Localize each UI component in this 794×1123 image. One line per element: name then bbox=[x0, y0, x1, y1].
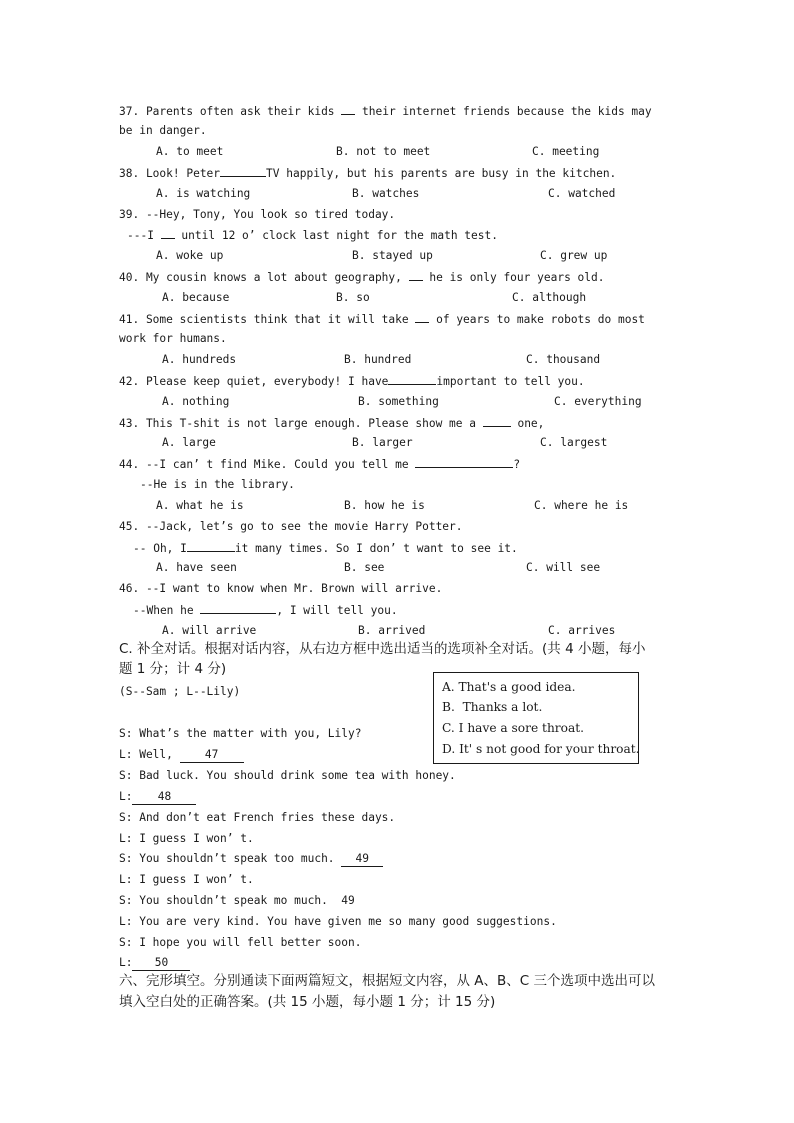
dialogue-line: S: I hope you will fell better soon. bbox=[119, 936, 362, 949]
q38-option-b: B. watches bbox=[352, 187, 420, 200]
q40-stem: 40. My cousin knows a lot about geography, he is only four years old. bbox=[119, 271, 605, 284]
q42-stem: 42. Please keep quiet, everybody! I have important to tell you. bbox=[119, 375, 585, 388]
q44-option-b: B. how he is bbox=[344, 499, 425, 512]
q45-option-a: A. have seen bbox=[156, 561, 237, 574]
dialogue-line: L: Well, 47 bbox=[119, 747, 244, 763]
dialogue-line: L: 50 bbox=[119, 955, 190, 971]
q44-reply: --He is in the library. bbox=[140, 478, 295, 491]
q38-stem: 38. Look! Peter TV happily, but his parents are busy in the kitchen. bbox=[119, 167, 617, 180]
q38-option-c: C. watched bbox=[548, 187, 616, 200]
q46-stem: 46. --I want to know when Mr. Brown will arrive. bbox=[119, 582, 443, 595]
blank-47: 47 bbox=[180, 747, 244, 763]
q39-option-a: A. woke up bbox=[156, 249, 224, 262]
q42-option-c: C. everything bbox=[554, 395, 642, 408]
box-option-b: B. Thanks a lot. bbox=[442, 700, 543, 714]
blank-49: 49 bbox=[341, 851, 383, 867]
q37-option-b: B. not to meet bbox=[336, 145, 431, 158]
q40-option-b: B. so bbox=[336, 291, 370, 304]
q37-stem: 37. Parents often ask their kids their internet friends because the kids may bbox=[119, 105, 652, 118]
answer-blank bbox=[409, 269, 423, 281]
blank-48: 48 bbox=[132, 789, 196, 805]
q46-option-b: B. arrived bbox=[358, 624, 426, 637]
options-box bbox=[433, 672, 639, 764]
dialogue-line: S: And don’t eat French fries these days. bbox=[119, 811, 396, 824]
answer-blank bbox=[415, 311, 429, 323]
q45-option-b: B. see bbox=[344, 561, 385, 574]
dialogue-line: S: You shouldn’t speak too much. 49 bbox=[119, 851, 383, 867]
q46-option-a: A. will arrive bbox=[162, 624, 257, 637]
answer-blank bbox=[200, 602, 276, 614]
section-6-instructions-cont: 填入空白处的正确答案。(共 15 小题，每小题 1 分；计 15 分) bbox=[119, 994, 496, 1010]
q43-option-c: C. largest bbox=[540, 436, 608, 449]
answer-blank bbox=[161, 227, 175, 239]
q41-option-c: C. thousand bbox=[526, 353, 601, 366]
answer-blank bbox=[220, 165, 266, 177]
dialogue-line: L: 48 bbox=[119, 789, 196, 805]
dialogue-line: L: I guess I won’ t. bbox=[119, 832, 254, 845]
dialogue-line: L: I guess I won’ t. bbox=[119, 873, 254, 886]
dialogue-line: S: What’s the matter with you, Lily? bbox=[119, 727, 362, 740]
answer-blank bbox=[341, 103, 355, 115]
q46-option-c: C. arrives bbox=[548, 624, 616, 637]
q37-stem-cont: be in danger. bbox=[119, 124, 207, 137]
q39-option-c: C. grew up bbox=[540, 249, 608, 262]
answer-blank bbox=[415, 456, 513, 468]
section-c-instructions-cont: 题 1 分；计 4 分) bbox=[119, 661, 227, 677]
q46-reply: --When he , I will tell you. bbox=[133, 604, 398, 617]
dialogue-line: S: Bad luck. You should drink some tea with honey. bbox=[119, 769, 456, 782]
section-6-instructions: 六、完形填空。分别通读下面两篇短文，根据短文内容，从 A、B、C 三个选项中选出可以 bbox=[119, 973, 656, 989]
answer-blank bbox=[483, 415, 511, 427]
q43-option-b: B. larger bbox=[352, 436, 413, 449]
q44-option-c: C. where he is bbox=[534, 499, 629, 512]
blank-50: 50 bbox=[132, 955, 190, 971]
q42-option-b: B. something bbox=[358, 395, 439, 408]
dialogue-line: S: You shouldn’t speak mo much. 49 bbox=[119, 894, 355, 907]
q42-option-a: A. nothing bbox=[162, 395, 230, 408]
dialogue-line: L: You are very kind. You have given me so many good suggestions. bbox=[119, 915, 557, 928]
q39-stem: 39. --Hey, Tony, You look so tired today. bbox=[119, 208, 396, 221]
q45-reply: -- Oh, I it many times. So I don’ t want to see it. bbox=[133, 542, 518, 555]
box-option-c: C. I have a sore throat. bbox=[442, 721, 585, 735]
q43-option-a: A. large bbox=[162, 436, 216, 449]
q40-option-a: A. because bbox=[162, 291, 230, 304]
q43-stem: 43. This T-shit is not large enough. Please show me a one, bbox=[119, 417, 545, 430]
q39-reply: ---I until 12 o’ clock last night for the math test. bbox=[127, 229, 498, 242]
q41-stem-cont: work for humans. bbox=[119, 332, 227, 345]
q44-option-a: A. what he is bbox=[156, 499, 244, 512]
section-c-instructions: C. 补全对话。根据对话内容，从右边方框中选出适当的选项补全对话。(共 4 小题，每小 bbox=[119, 641, 646, 657]
speaker-legend: (S--Sam ; L--Lily) bbox=[119, 685, 241, 698]
q41-option-b: B. hundred bbox=[344, 353, 412, 366]
q39-option-b: B. stayed up bbox=[352, 249, 433, 262]
q38-option-a: A. is watching bbox=[156, 187, 251, 200]
box-option-a: A. That's a good idea. bbox=[442, 680, 576, 694]
q45-stem: 45. --Jack, let’s go to see the movie Harry Potter. bbox=[119, 520, 463, 533]
q40-option-c: C. although bbox=[512, 291, 587, 304]
q45-option-c: C. will see bbox=[526, 561, 601, 574]
q41-option-a: A. hundreds bbox=[162, 353, 237, 366]
q37-option-c: C. meeting bbox=[532, 145, 600, 158]
q44-stem: 44. --I can’ t find Mike. Could you tell me ? bbox=[119, 458, 521, 471]
q37-option-a: A. to meet bbox=[156, 145, 224, 158]
q41-stem: 41. Some scientists think that it will take of years to make robots do most bbox=[119, 313, 645, 326]
box-option-d: D. It' s not good for your throat. bbox=[442, 742, 640, 756]
answer-blank bbox=[187, 540, 235, 552]
answer-blank bbox=[388, 373, 436, 385]
